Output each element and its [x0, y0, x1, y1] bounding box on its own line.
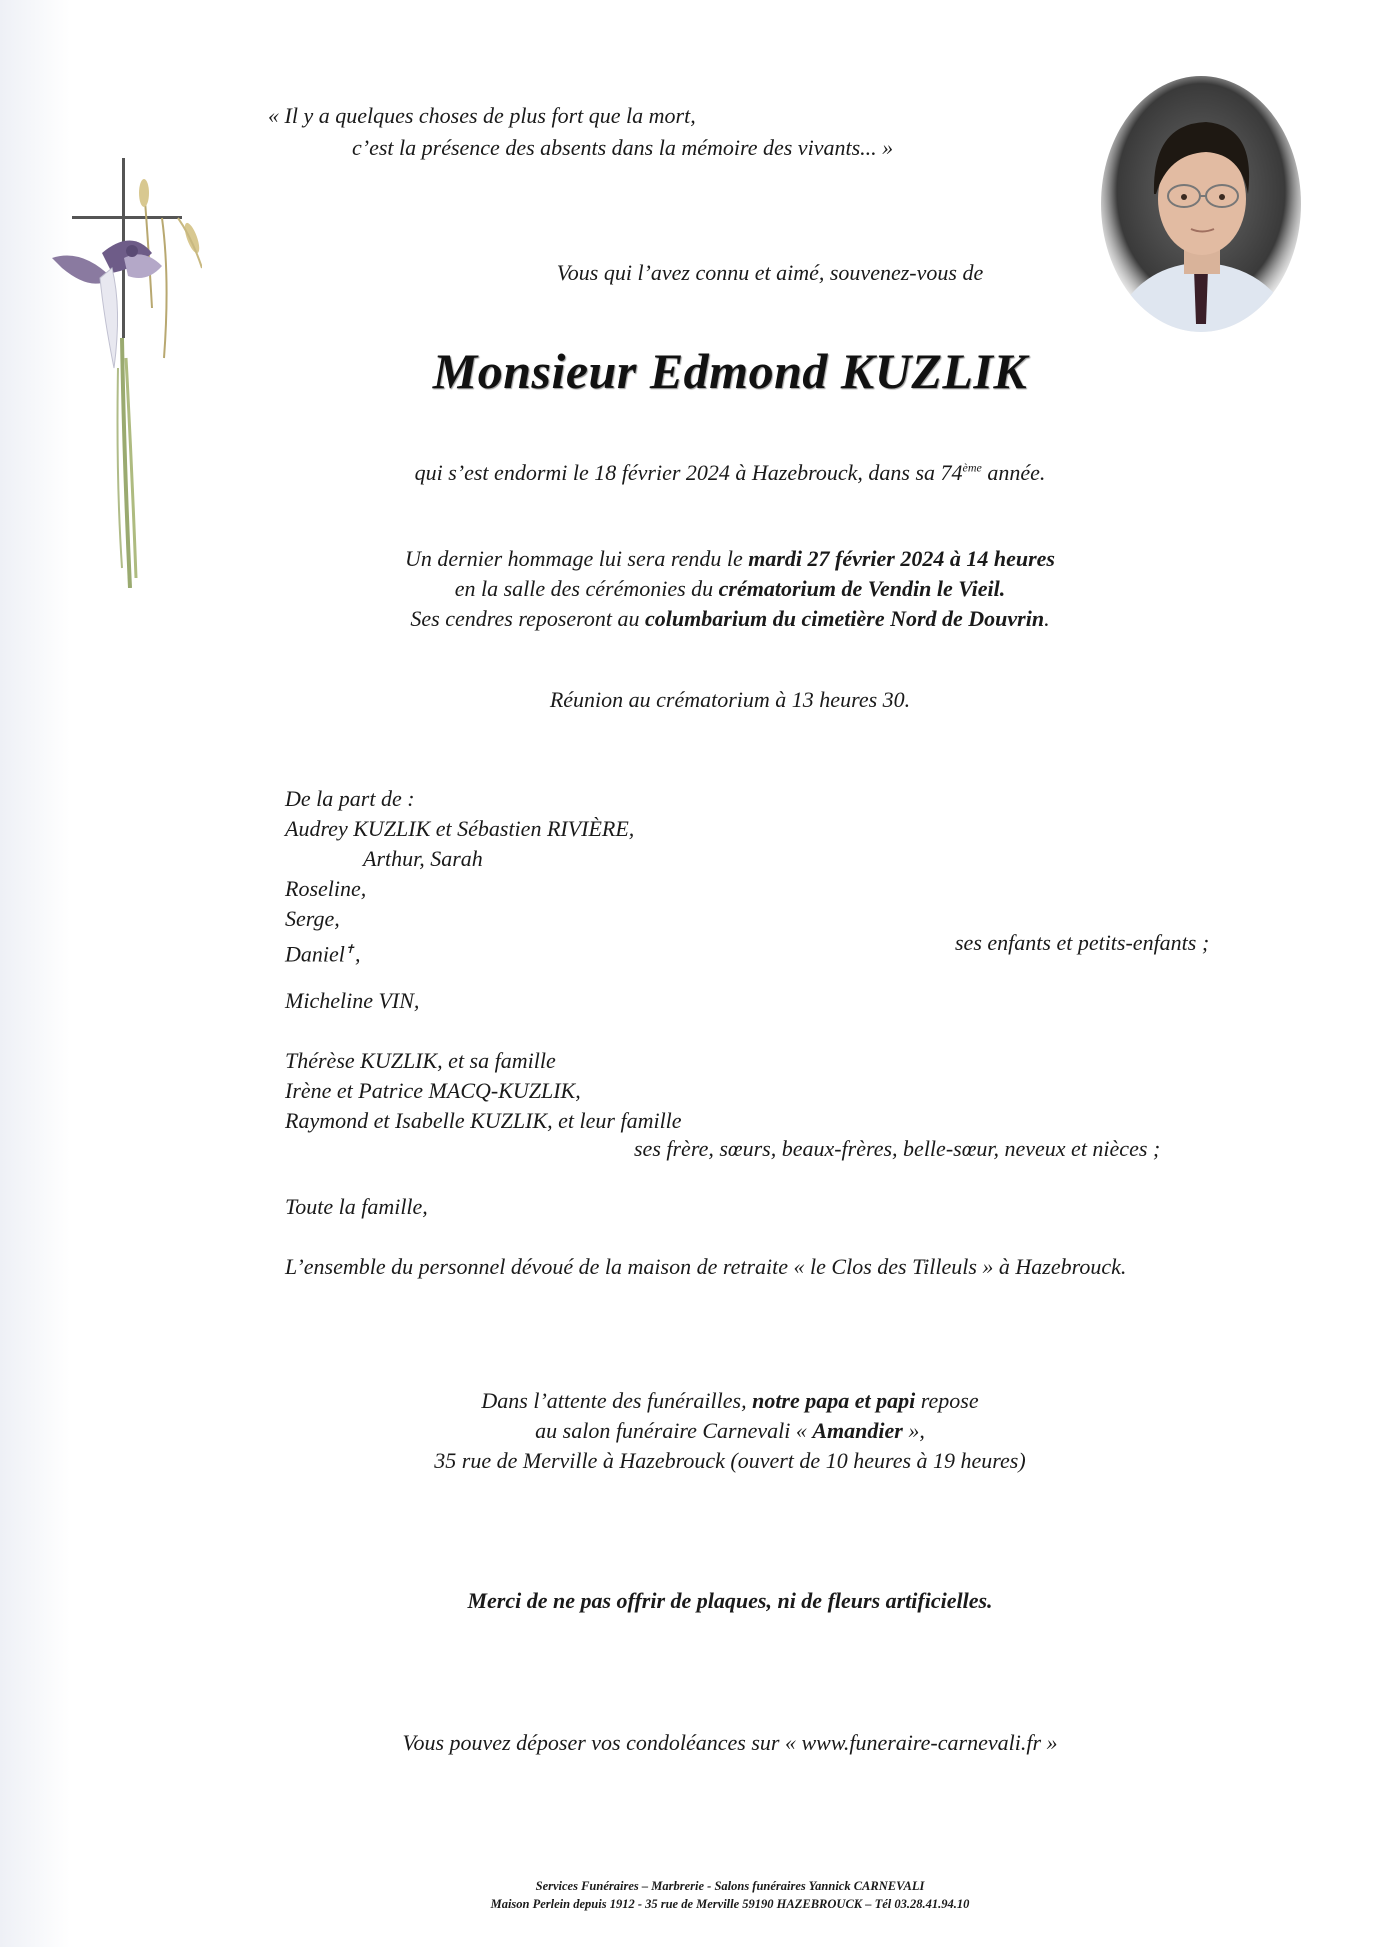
- family-personnel: L’ensemble du personnel dévoué de la maison de retraite « le Clos des Tilleuls » à Hazebrouck.: [285, 1254, 1127, 1279]
- footer-line-1: Services Funéraires – Marbrerie - Salons funéraires Yannick CARNEVALI: [535, 1879, 925, 1893]
- condolences-info: Vous pouvez déposer vos condoléances sur « www.funeraire-carnevali.fr »: [402, 1730, 1058, 1755]
- attente-l2-a: au salon funéraire Carnevali «: [535, 1418, 813, 1443]
- death-sup: ème: [962, 460, 982, 475]
- relation-siblings: ses frère, sœurs, beaux-frères, belle-sœur, neveux et nièces ;: [634, 1136, 1161, 1161]
- hommage-l3-a: Ses cendres reposeront au: [410, 606, 646, 631]
- flowers-request: Merci de ne pas offrir de plaques, ni de fleurs artificielles.: [467, 1588, 993, 1613]
- hommage-l3-c: .: [1044, 606, 1050, 631]
- hommage-date: mardi 27 février 2024 à 14 heures: [748, 546, 1055, 571]
- portrait-photo: [1096, 74, 1306, 344]
- attente-address: 35 rue de Merville à Hazebrouck (ouvert de 10 heures à 19 heures): [434, 1448, 1026, 1473]
- family-daniel: Daniel: [285, 941, 345, 967]
- family-toute: Toute la famille,: [285, 1194, 428, 1219]
- attente-salon: Amandier: [812, 1418, 903, 1443]
- relation-children: ses enfants et petits-enfants ;: [955, 930, 1210, 955]
- epigraph-quote: [268, 100, 893, 164]
- hommage-place: crématorium de Vendin le Vieil.: [718, 576, 1006, 601]
- family-daniel-comma: ,: [354, 941, 361, 967]
- attente-l1-a: Dans l’attente des funérailles,: [481, 1388, 753, 1413]
- intro-text: Vous qui l’avez connu et aimé, souvenez-vous de: [556, 260, 984, 285]
- attente-l1-c: repose: [915, 1388, 979, 1413]
- family-block-siblings: [285, 1046, 682, 1136]
- hommage-columbarium: columbarium du cimetière Nord de Douvrin: [645, 606, 1045, 631]
- death-notice: [300, 460, 1160, 486]
- deceased-cross-mark: ✝: [344, 942, 355, 956]
- family-micheline: Micheline VIN,: [285, 988, 420, 1013]
- wake-info: [300, 1386, 1160, 1476]
- funeral-home-footer: [300, 1877, 1160, 1913]
- family-grandchildren: Arthur, Sarah: [363, 846, 483, 871]
- footer-line-2: Maison Perlein depuis 1912 - 35 rue de Merville 59190 HAZEBROUCK – Tél 03.28.41.94.10: [490, 1897, 970, 1911]
- family-audrey: Audrey KUZLIK et Sébastien RIVIÈRE,: [285, 816, 635, 841]
- family-roseline: Roseline,: [285, 876, 367, 901]
- quote-line-1: « Il y a quelques choses de plus fort que la mort,: [268, 103, 696, 128]
- quote-line-2: c’est la présence des absents dans la mémoire des vivants... »: [352, 135, 894, 160]
- hommage-l2-a: en la salle des cérémonies du: [454, 576, 719, 601]
- deceased-name: Monsieur Edmond KUZLIK: [432, 343, 1028, 399]
- death-text: qui s’est endormi le 18 février 2024 à Hazebrouck, dans sa 74: [414, 460, 963, 485]
- family-irene: Irène et Patrice MACQ-KUZLIK,: [285, 1078, 581, 1103]
- family-serge: Serge,: [285, 906, 340, 931]
- de-la-part-label: De la part de :: [285, 786, 415, 811]
- death-text-end: année.: [981, 460, 1046, 485]
- hommage-l1-a: Un dernier hommage lui sera rendu le: [405, 546, 749, 571]
- family-raymond: Raymond et Isabelle KUZLIK, et leur famille: [285, 1108, 682, 1133]
- family-therese: Thérèse KUZLIK, et sa famille: [285, 1048, 556, 1073]
- ceremony-info: [300, 544, 1160, 634]
- cross-lily-icon: [52, 158, 202, 588]
- attente-l1-b: notre papa et papi: [752, 1388, 916, 1413]
- reunion-info: Réunion au crématorium à 13 heures 30.: [549, 687, 911, 712]
- family-block-children: [285, 784, 634, 969]
- attente-l2-c: »,: [902, 1418, 925, 1443]
